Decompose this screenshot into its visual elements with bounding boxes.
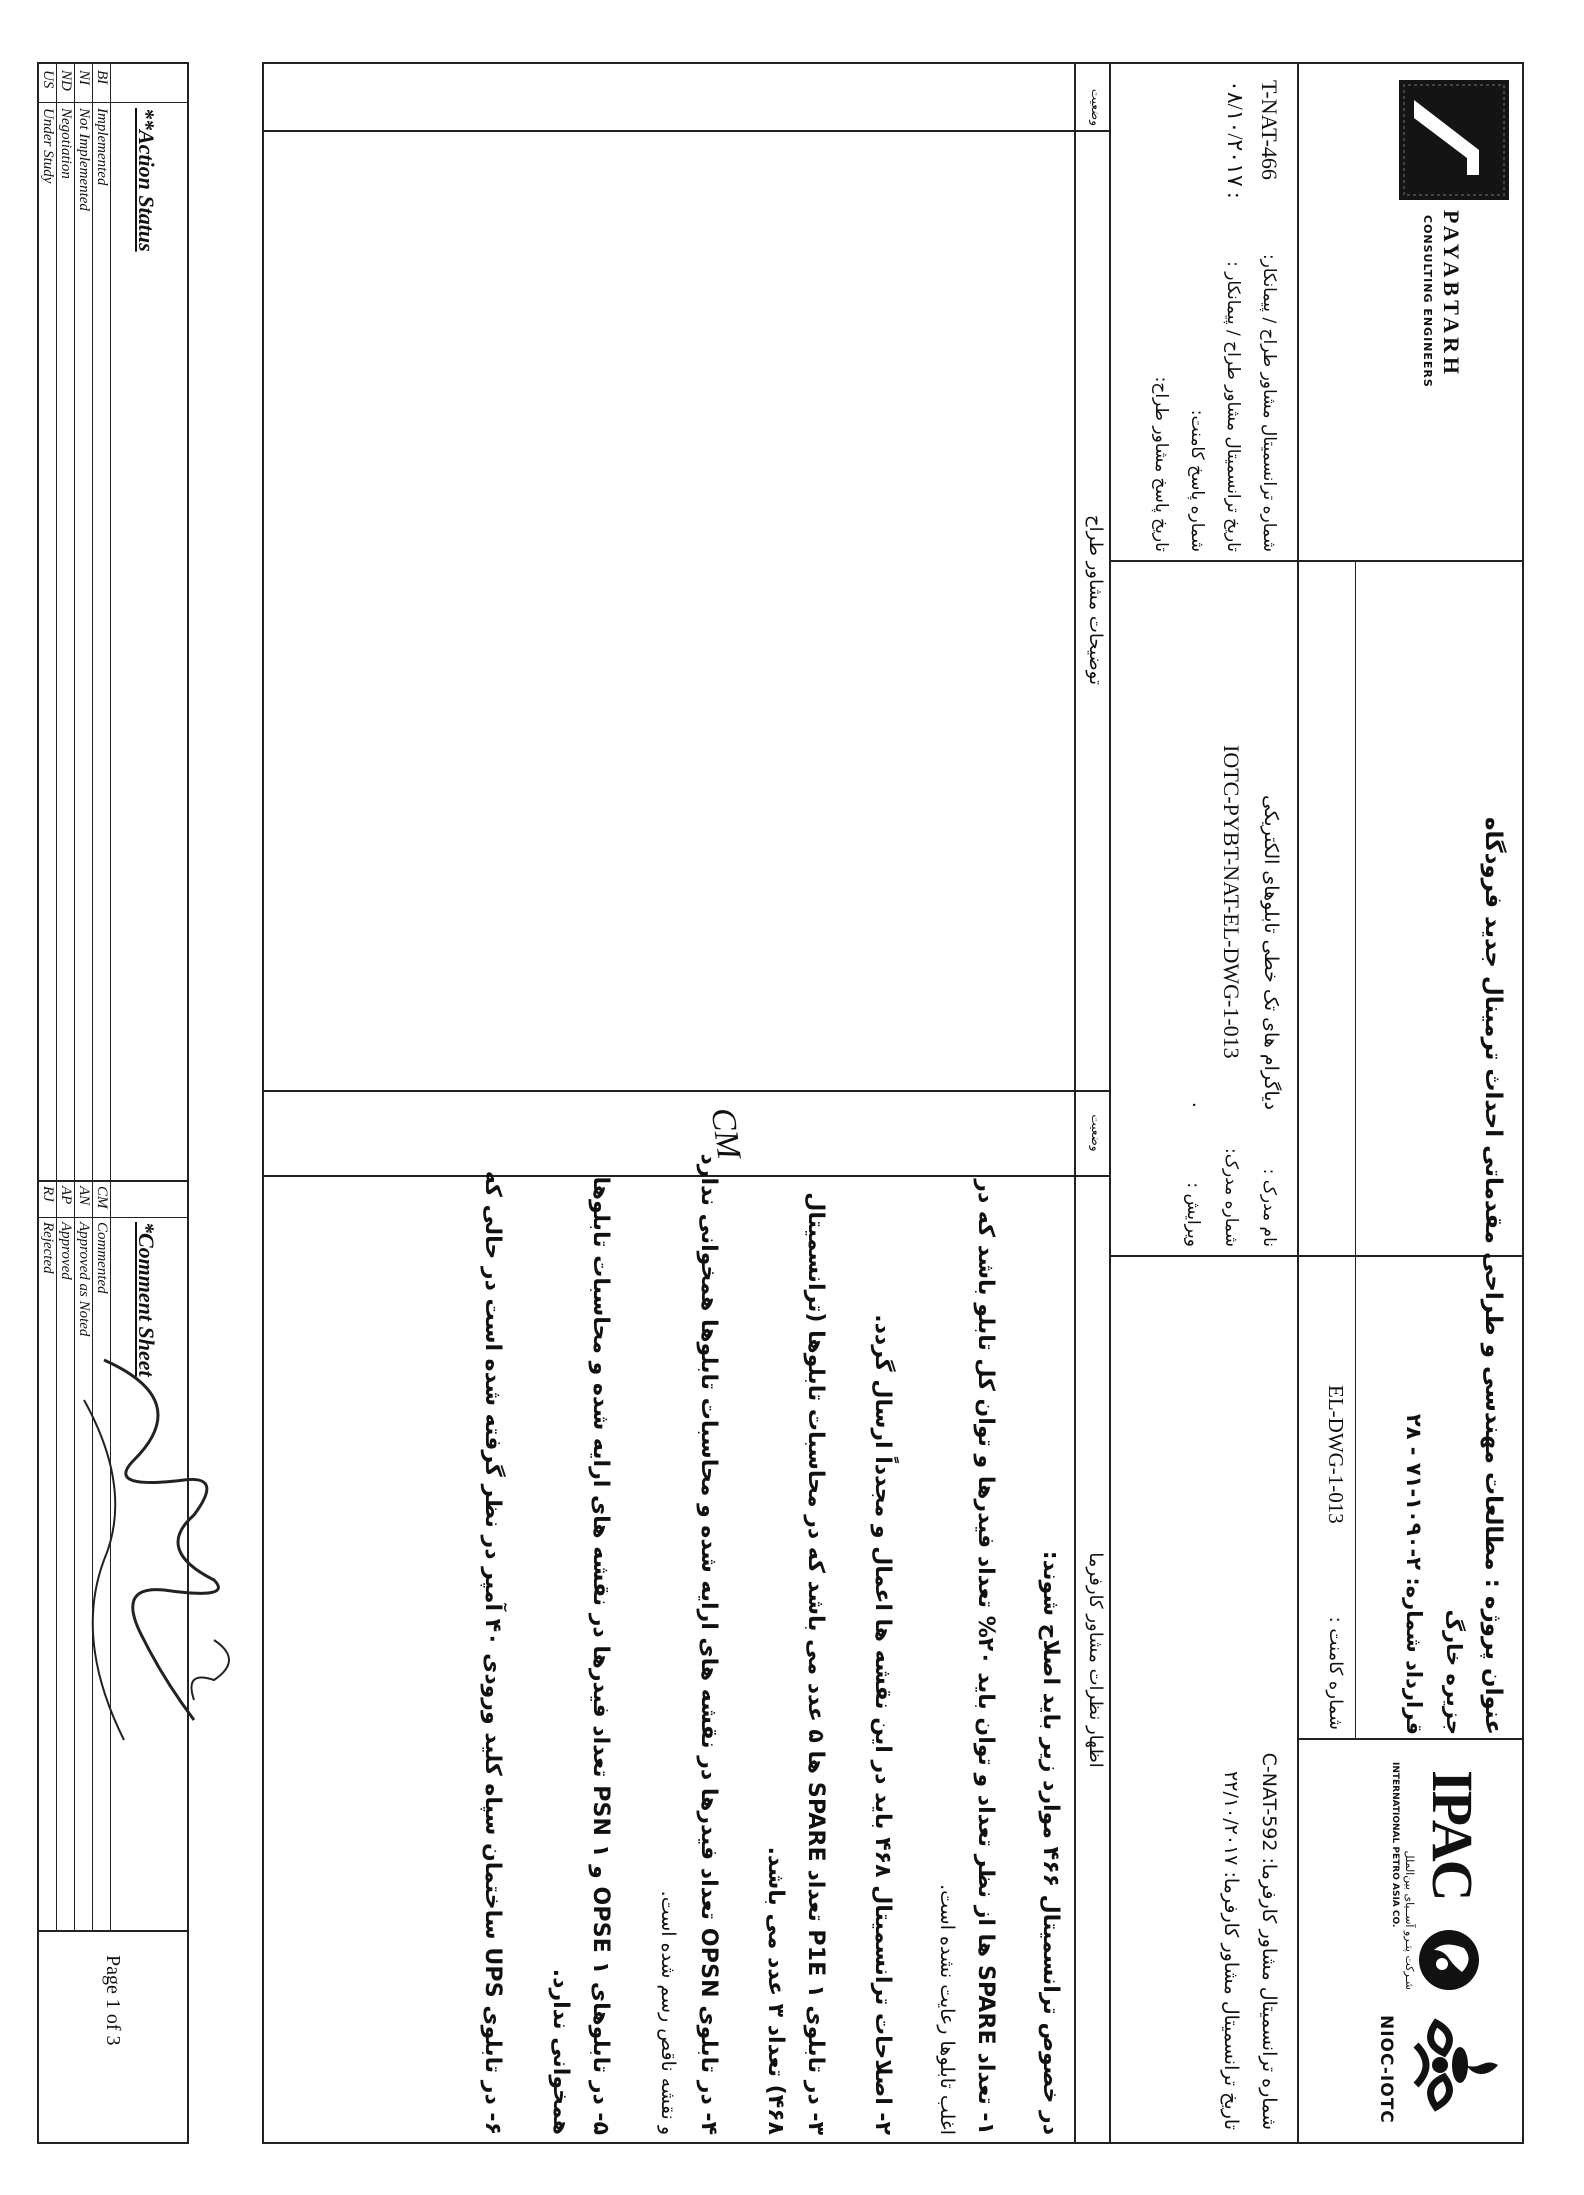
status-mid-header: وضعیت (1089, 1114, 1103, 1152)
comment-no-label: شماره کامنت : (1325, 1616, 1346, 1730)
client-comments-header: اظهار نظرات مشاور کارفرما (1085, 1552, 1106, 1768)
payabtarh-company: PAYABTARH (1439, 210, 1464, 379)
designer-transmittal-no: T-NAT-466 (1257, 80, 1282, 180)
designer-reply-date-label: تاریخ پاسخ مشاور طراح: (1151, 376, 1171, 552)
sheet-code-cm: CM (94, 1186, 110, 1209)
status-left-header: وضعیت (1089, 88, 1103, 126)
comment-intro: در خصوص ترانسمیتال ۴۶۶ موارد زیر باید اصلاح شوند: (1038, 1550, 1063, 2135)
action-label-nd: Negotiation (58, 108, 74, 179)
action-code-nd: ND (58, 70, 74, 91)
contract-number: قرارداد شماره: ۲-۱۰۹۰-۷۱ - ۲۸ (1402, 1413, 1426, 1735)
designer-transmittal-date: ۰۸/۱۰/۲۰۱۷ : (1223, 80, 1248, 199)
comment-line-3b: ۴۶۸) تعداد ۳ عدد می باشد. (763, 1846, 788, 2135)
comment-line-4b: و نقشه ناقص رسم شده است. (657, 1890, 679, 2135)
sheet-label-an: Approved as Noted (76, 1222, 92, 1337)
payabtarh-subtitle: CONSULTING ENGINEERS (1421, 215, 1434, 388)
designer-transmittal-date-label: تاریخ ترانسمیتال مشاور طراح / پیمانکار : (1223, 261, 1243, 552)
action-status-title: **Action Status (134, 108, 159, 252)
comment-line-4a: ۴- در تابلوی OPSN تعداد فیدرها در نقشه های ارایه شده و محاسبات تابلوها همخوانی ندارد (696, 1153, 721, 2135)
designer-comments-header: توضیحات مشاور طراح (1085, 515, 1106, 685)
ipac-mark: IPAC (1420, 1770, 1485, 1900)
niocc-logo (1366, 2005, 1506, 2135)
sheet-label-ap: Approved (58, 1222, 74, 1280)
comment-line-2: ۲- اصلاحات ترانسمیتال ۴۶۸ باید در این نقشه ها اعمال و مجدداً ارسال گردد. (870, 1314, 895, 2135)
nioc-flame-icon (1401, 2005, 1506, 2125)
action-label-ni: Not Implemented (76, 108, 92, 211)
comment-no-value: EL-DWG-1-013 (1324, 1385, 1348, 1524)
comment-line-5b: همخوانی ندارد. (548, 1968, 573, 2135)
action-label-bi: Implemented (94, 108, 110, 186)
niocc-text: NIOC-IOTC (1376, 2015, 1396, 2124)
designer-transmittal-no-label: شماره ترانسمیتال مشاور طراح / پیمانکار: (1259, 253, 1279, 552)
comment-line-1b: اغلب تابلوها رعایت نشده است. (936, 1884, 958, 2135)
action-code-ni: NI (76, 70, 92, 85)
payabtarh-mark-icon (1399, 80, 1509, 200)
comment-reply-no-label: شماره پاسخ کامنت: (1187, 409, 1207, 552)
comment-line-1a: ۱- تعداد SPARE ها از نظر تعداد و توان باید ۲۰% تعداد فیدرها و توان کل تابلو باشد که در (973, 1179, 998, 2135)
ipac-logo (1374, 1750, 1504, 1990)
ipac-en-text: INTERNATIONAL PETRO ASIA CO. (1390, 1762, 1400, 1928)
action-code-us: US (40, 70, 56, 89)
project-location: جزیره خارگ (1442, 1609, 1466, 1735)
sheet-label-rj: Rejected (40, 1222, 56, 1274)
doc-name-label: نام مدرک : (1259, 1168, 1279, 1247)
page-label: Page 1 of 3 (102, 1955, 124, 2046)
client-transmittal-no: شماره ترانسمیتال مشاور کارفرما: C-NAT-592 (1258, 1752, 1280, 2130)
client-transmittal-date: تاریخ ترانسمیتال مشاور کارفرما: ۲۲/۱۰/۲۰۱۷ (1220, 1771, 1242, 2130)
comment-line-5a: ۵- در تابلوهای OPSE ۱ و PSN ۱ تعداد فیدرها در نقشه های ارایه شده و محاسبات تابلوها (588, 1176, 613, 2135)
legend-frame (37, 62, 189, 2144)
sheet-code-ap: AP (58, 1186, 74, 1205)
sheet-code-an: AN (76, 1186, 92, 1206)
ipac-fa-text: شـرکت پتـرو آســیای بین‌الملل (1403, 1850, 1416, 1990)
comment-line-6a: ۶- در تابلوی UPS ساختمان سپاه کلید ورودی ۴۰ آمپر در نظر گرفته شده است در حالی که (480, 1170, 505, 2135)
sheet-code-rj: RJ (40, 1186, 56, 1202)
status-mark: CM (703, 1105, 748, 1162)
revision-label: ویرایش : (1183, 1182, 1203, 1247)
project-title: عنوان پروژه : مطالعات مهندسی و طراحی مقدماتی احداث ترمینال جدید فرودگاه (1480, 816, 1506, 1735)
payabtarh-logo (1399, 80, 1509, 200)
doc-number-label: شماره مدرک: (1221, 1148, 1241, 1247)
doc-name-value: دیاگرام های تک خطی تابلوهای الکتریکی (1260, 795, 1282, 1110)
action-label-us: Under Study (40, 108, 56, 184)
ipac-emblem-icon (1414, 1920, 1484, 2000)
action-code-bi: BI (94, 70, 110, 85)
revision-value: ۰ (1184, 1099, 1206, 1110)
comment-sheet-title: *Comment Sheet (134, 1222, 159, 1377)
sheet-label-cm: Commented (94, 1222, 110, 1294)
comment-line-3a: ۳- در تابلوی P1E ۱ تعداد SPARE ها ۵ عدد می باشد که در محاسبات تابلوها (ترانسمیتال (803, 1192, 828, 2135)
doc-number-value: IOTC-PYBT-NAT-EL-DWG-1-013 (1219, 745, 1244, 1059)
